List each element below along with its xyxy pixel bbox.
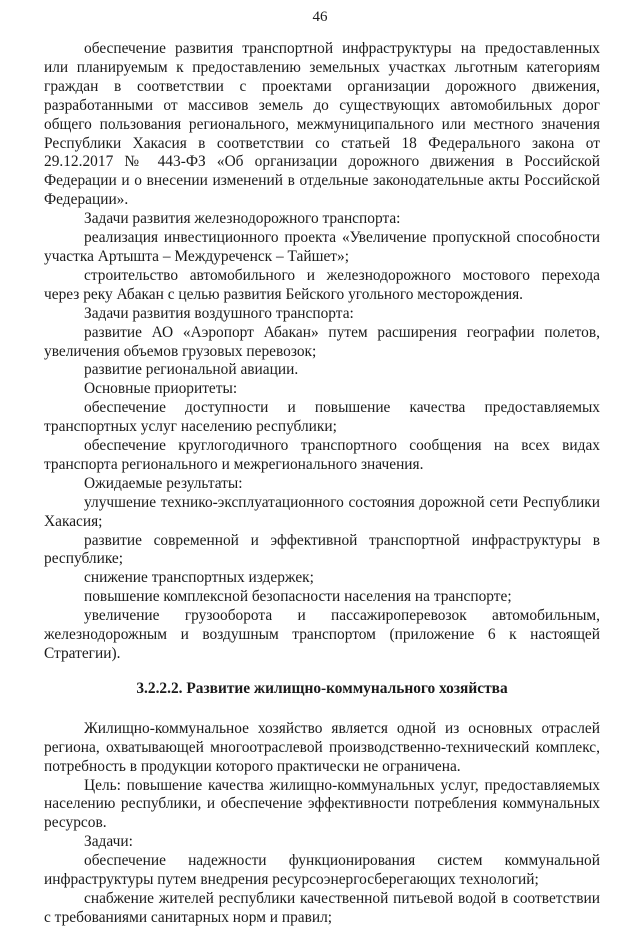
paragraph: Ожидаемые результаты: bbox=[84, 474, 243, 492]
paragraph: развитие региональной авиации. bbox=[84, 361, 299, 379]
paragraph: Цель: повышение качества жилищно-коммунальных услуг, предоставляемых населению республики, и обеспечение эффективности потребления коммунальных ресурсов. bbox=[44, 776, 600, 832]
paragraph: развитие АО «Аэропорт Абакан» путем расширения географии полетов, увеличения объемов грузовых перевозок; bbox=[44, 323, 600, 360]
paragraph: Задачи развития воздушного транспорта: bbox=[84, 304, 354, 322]
paragraph: развитие современной и эффективной транспортной инфраструктуры в республике; bbox=[44, 531, 600, 568]
paragraph: снабжение жителей республики качественной питьевой водой в соответствии с требованиями санитарных норм и правил; bbox=[44, 889, 600, 926]
paragraph: Жилищно-коммунальное хозяйство является одной из основных отраслей региона, охватывающей многоотраслевой производственно-технический комплекс, потребность в продукции которого практически не ограничена. bbox=[44, 719, 600, 775]
paragraph: Задачи: bbox=[84, 833, 133, 851]
paragraph: повышение комплексной безопасности населения на транспорте; bbox=[84, 588, 512, 606]
page-number: 46 bbox=[312, 9, 328, 25]
paragraph: обеспечение надежности функционирования систем коммунальной инфраструктуры путем внедрения ресурсоэнергосберегающих технологий; bbox=[44, 852, 600, 889]
paragraph: обеспечение доступности и повышение качества предоставляемых транспортных услуг населению республики; bbox=[44, 399, 600, 436]
paragraph: Задачи развития железнодорожного транспорта: bbox=[84, 210, 401, 228]
paragraph: снижение транспортных издержек; bbox=[84, 569, 314, 587]
paragraph: строительство автомобильного и железнодорожного мостового перехода через реку Абакан с целью развития Бейского угольного месторождения. bbox=[44, 266, 600, 303]
paragraph: обеспечение круглогодичного транспортного сообщения на всех видах транспорта регионального и межрегионального значения. bbox=[44, 437, 600, 473]
paragraph: увеличение грузооборота и пассажироперевозок автомобильным, железнодорожным и воздушным транспортом (приложение 6 к настоящей Стратегии). bbox=[44, 607, 600, 662]
section-heading: 3.2.2.2. Развитие жилищно-коммунального хозяйства bbox=[136, 679, 508, 697]
document-body bbox=[44, 40, 600, 928]
paragraph: обеспечение развития транспортной инфраструктуры на предоставленных или планируемым к предоставлению земельных участках льготным категориям граждан в соответствии с проектами организации дорожного движения, разработанными от массивов земель до существующих автомобильных дорог общего пользования регионального, межмуниципального или местного значения Республики Хакасия в соответствии со статьей 18 Федерального закона от 29.12.2017 № 443-ФЗ «Об организации дорожного движения в Российской Федерации и о внесении изменений в отдельные законодательные акты Российской Федерации». bbox=[44, 40, 600, 209]
paragraph: улучшение технико-эксплуатационного состояния дорожной сети Республики Хакасия; bbox=[44, 493, 600, 530]
paragraph: Основные приоритеты: bbox=[84, 380, 238, 398]
paragraph: реализация инвестиционного проекта «Увеличение пропускной способности участка Артышта – Междуреченск – Тайшет»; bbox=[44, 229, 600, 265]
